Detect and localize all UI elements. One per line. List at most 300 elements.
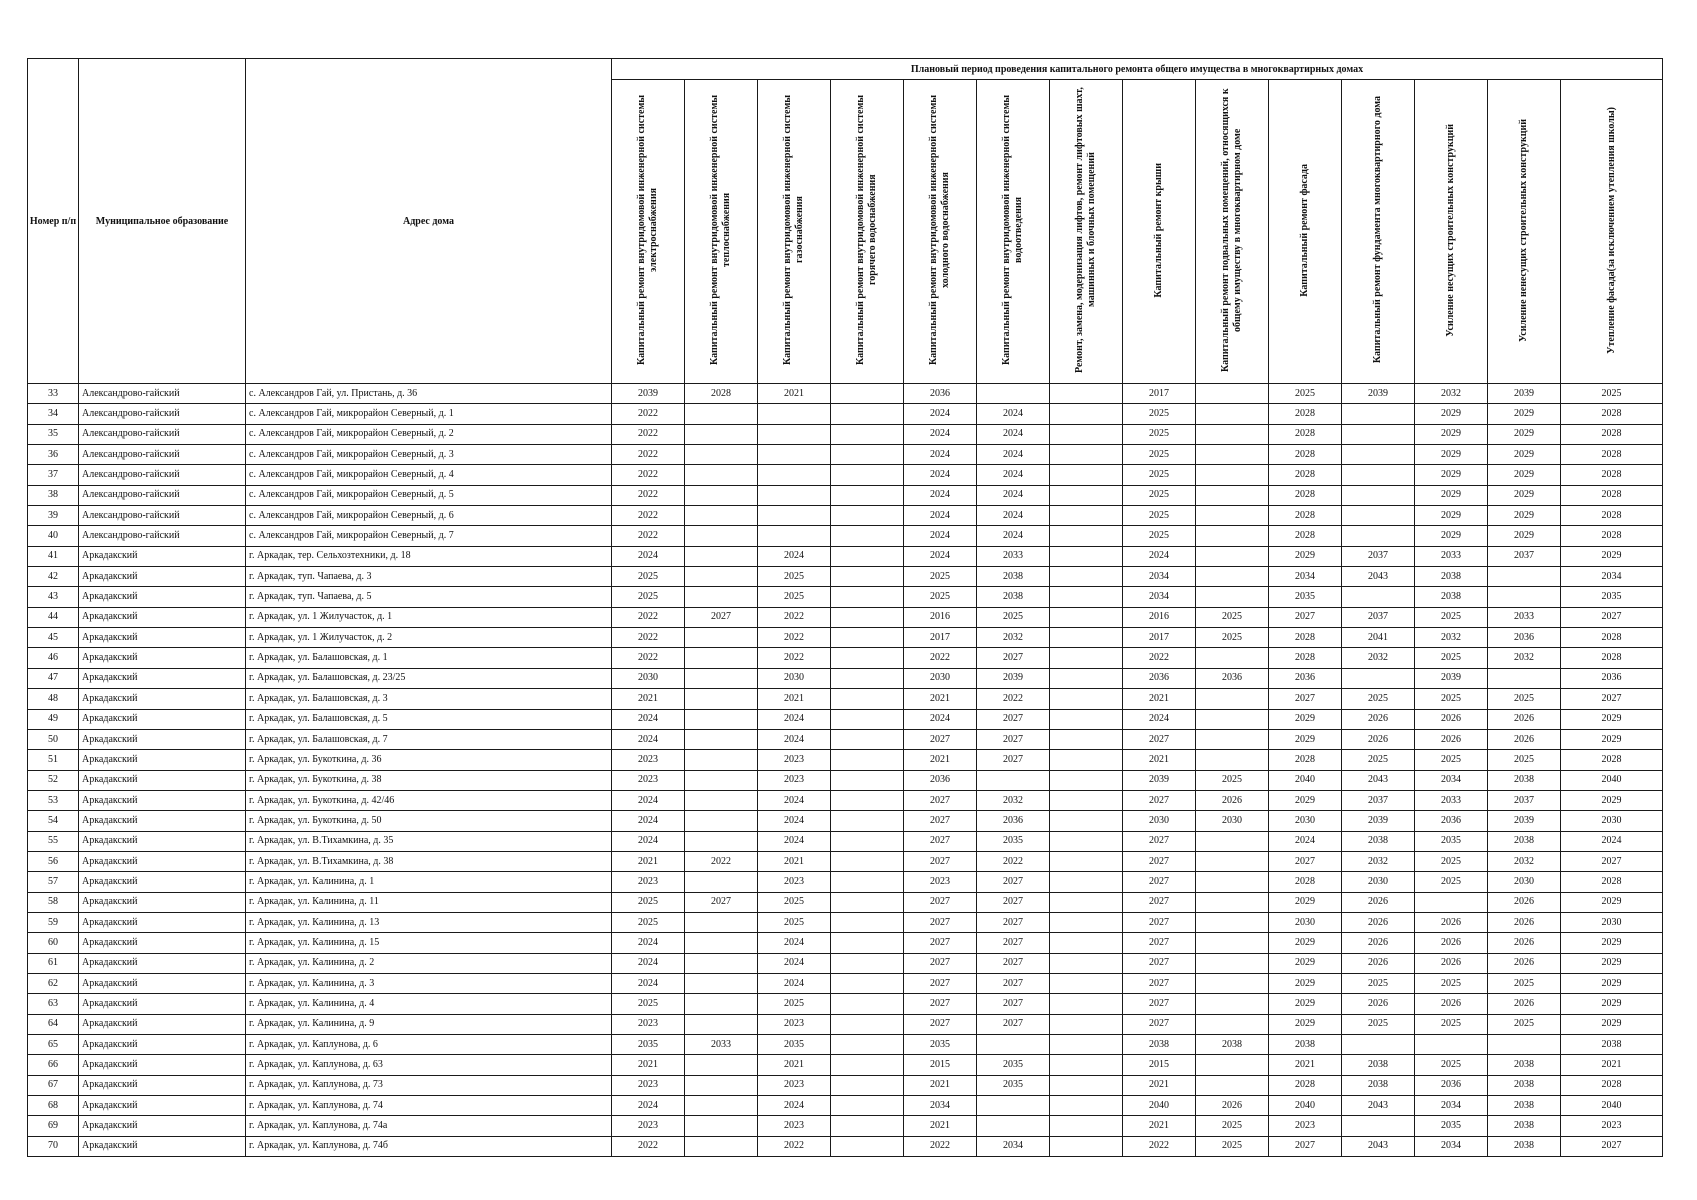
year-cell: 2015 [904, 1055, 977, 1075]
year-cell: 2022 [1123, 648, 1196, 668]
table-row [28, 648, 1663, 668]
year-cell [831, 485, 904, 505]
year-cell: 2025 [1269, 384, 1342, 404]
year-cell: 2025 [1415, 1055, 1488, 1075]
year-cell: 2029 [1269, 892, 1342, 912]
year-cell: 2025 [1123, 506, 1196, 526]
row-number-cell: 46 [28, 648, 79, 668]
year-cell: 2029 [1269, 729, 1342, 749]
row-number-cell: 69 [28, 1116, 79, 1136]
row-number-cell: 38 [28, 485, 79, 505]
year-cell: 2035 [1415, 1116, 1488, 1136]
year-cell: 2025 [1488, 973, 1561, 993]
year-cell: 2027 [904, 892, 977, 912]
year-cell: 2029 [1488, 526, 1561, 546]
row-number-cell: 52 [28, 770, 79, 790]
year-cell: 2040 [1269, 770, 1342, 790]
year-cell [685, 709, 758, 729]
year-cell [758, 424, 831, 444]
year-cell: 2024 [612, 709, 685, 729]
year-cell: 2017 [1123, 628, 1196, 648]
year-cell: 2039 [977, 668, 1050, 688]
year-cell: 2038 [1415, 567, 1488, 587]
year-cell: 2032 [1415, 384, 1488, 404]
year-cell: 2035 [1561, 587, 1663, 607]
year-cell: 2039 [1123, 770, 1196, 790]
year-cell [1050, 872, 1123, 892]
year-cell: 2024 [612, 790, 685, 810]
municipality-cell: Александрово-гайский [79, 465, 246, 485]
row-number-cell: 35 [28, 424, 79, 444]
year-cell: 2029 [1269, 709, 1342, 729]
year-cell: 2028 [1269, 1075, 1342, 1095]
address-cell: г. Аркадак, ул. Букоткина, д. 36 [246, 750, 612, 770]
year-cell: 2027 [685, 607, 758, 627]
year-cell [1196, 1014, 1269, 1034]
year-cell [1050, 994, 1123, 1014]
year-cell: 2034 [904, 1096, 977, 1116]
year-cell [1050, 811, 1123, 831]
year-cell: 2036 [1123, 668, 1196, 688]
municipality-cell: Аркадакский [79, 668, 246, 688]
year-cell: 2032 [1415, 628, 1488, 648]
year-cell: 2025 [1415, 607, 1488, 627]
year-cell [758, 465, 831, 485]
year-cell [1050, 424, 1123, 444]
year-cell [1050, 465, 1123, 485]
address-cell: г. Аркадак, ул. В.Тихамкина, д. 38 [246, 851, 612, 871]
year-cell [831, 628, 904, 648]
year-cell: 2029 [1415, 445, 1488, 465]
year-cell [685, 445, 758, 465]
table-row [28, 912, 1663, 932]
row-number-cell: 57 [28, 872, 79, 892]
address-cell: с. Александров Гай, микрорайон Северный, д. 6 [246, 506, 612, 526]
year-cell: 2024 [612, 729, 685, 749]
year-cell: 2029 [1269, 546, 1342, 566]
address-cell: г. Аркадак, тер. Сельхозтехники, д. 18 [246, 546, 612, 566]
year-cell: 2025 [1196, 1136, 1269, 1156]
year-cell: 2025 [1123, 424, 1196, 444]
year-cell: 2030 [1561, 811, 1663, 831]
year-cell [1050, 1035, 1123, 1055]
table-row [28, 892, 1663, 912]
year-cell: 2038 [1488, 1055, 1561, 1075]
year-cell [831, 648, 904, 668]
municipality-cell: Аркадакский [79, 912, 246, 932]
year-cell [1050, 770, 1123, 790]
year-cell: 2024 [1561, 831, 1663, 851]
year-cell: 2034 [1269, 567, 1342, 587]
year-cell: 2043 [1342, 1136, 1415, 1156]
year-cell: 2022 [758, 1136, 831, 1156]
year-cell: 2026 [1488, 953, 1561, 973]
address-cell: г. Аркадак, ул. Каплунова, д. 74 [246, 1096, 612, 1116]
year-cell: 2024 [612, 546, 685, 566]
year-cell [1196, 526, 1269, 546]
table-row [28, 485, 1663, 505]
address-cell: с. Александров Гай, микрорайон Северный, д. 4 [246, 465, 612, 485]
year-cell: 2038 [977, 587, 1050, 607]
year-cell: 2036 [1269, 668, 1342, 688]
year-cell: 2025 [1415, 1014, 1488, 1034]
row-number-cell: 61 [28, 953, 79, 973]
year-cell: 2040 [1561, 770, 1663, 790]
table-row [28, 445, 1663, 465]
year-cell: 2021 [1123, 689, 1196, 709]
year-cell [977, 1096, 1050, 1116]
year-cell [831, 872, 904, 892]
year-cell [1196, 892, 1269, 912]
year-cell: 2021 [904, 1075, 977, 1095]
year-cell: 2027 [977, 973, 1050, 993]
year-cell: 2025 [612, 892, 685, 912]
year-cell: 2027 [1123, 892, 1196, 912]
year-cell [831, 770, 904, 790]
year-cell: 2038 [1415, 587, 1488, 607]
year-cell [758, 445, 831, 465]
year-cell [1196, 831, 1269, 851]
year-cell [685, 465, 758, 485]
year-cell: 2036 [1415, 1075, 1488, 1095]
year-cell: 2033 [1488, 607, 1561, 627]
year-cell: 2023 [612, 750, 685, 770]
year-cell: 2025 [1488, 1014, 1561, 1034]
year-cell [831, 526, 904, 546]
year-cell: 2027 [904, 973, 977, 993]
year-cell [831, 1136, 904, 1156]
year-cell [1050, 851, 1123, 871]
year-cell: 2025 [612, 912, 685, 932]
table-row [28, 1035, 1663, 1055]
year-cell: 2038 [1488, 1136, 1561, 1156]
year-cell: 2021 [1123, 1116, 1196, 1136]
year-cell [1196, 851, 1269, 871]
year-cell: 2022 [977, 689, 1050, 709]
year-cell: 2027 [977, 872, 1050, 892]
year-cell: 2027 [1269, 607, 1342, 627]
year-cell: 2030 [1269, 912, 1342, 932]
table-row [28, 750, 1663, 770]
year-cell: 2022 [758, 607, 831, 627]
year-cell: 2026 [1488, 709, 1561, 729]
table-row [28, 384, 1663, 404]
year-cell [831, 445, 904, 465]
year-cell [1050, 912, 1123, 932]
year-cell: 2026 [1342, 709, 1415, 729]
row-number-cell: 66 [28, 1055, 79, 1075]
year-cell [685, 770, 758, 790]
year-cell [1050, 445, 1123, 465]
year-cell: 2029 [1561, 790, 1663, 810]
header-work-non-load-bearing: Усиление ненесущих строительных конструкций [1488, 80, 1561, 384]
year-cell: 2029 [1269, 994, 1342, 1014]
year-cell: 2027 [977, 729, 1050, 749]
year-cell [1196, 953, 1269, 973]
year-cell [685, 485, 758, 505]
year-cell: 2026 [1415, 933, 1488, 953]
row-number-cell: 34 [28, 404, 79, 424]
year-cell: 2038 [1488, 1075, 1561, 1095]
year-cell: 2027 [1123, 831, 1196, 851]
year-cell [977, 1116, 1050, 1136]
year-cell: 2027 [977, 709, 1050, 729]
year-cell [1342, 1035, 1415, 1055]
year-cell [831, 790, 904, 810]
municipality-cell: Аркадакский [79, 953, 246, 973]
header-municipality: Муниципальное образование [79, 59, 246, 384]
year-cell: 2025 [1196, 770, 1269, 790]
row-number-cell: 63 [28, 994, 79, 1014]
year-cell: 2029 [1561, 994, 1663, 1014]
year-cell: 2028 [1269, 404, 1342, 424]
year-cell [685, 1055, 758, 1075]
address-cell: г. Аркадак, ул. 1 Жилучасток, д. 1 [246, 607, 612, 627]
year-cell: 2027 [685, 892, 758, 912]
year-cell: 2033 [1415, 546, 1488, 566]
year-cell: 2032 [977, 628, 1050, 648]
year-cell [977, 1035, 1050, 1055]
year-cell [1196, 567, 1269, 587]
year-cell: 2024 [977, 526, 1050, 546]
municipality-cell: Аркадакский [79, 750, 246, 770]
year-cell: 2025 [1342, 689, 1415, 709]
year-cell: 2027 [1561, 607, 1663, 627]
year-cell: 2027 [904, 811, 977, 831]
year-cell [685, 506, 758, 526]
address-cell: г. Аркадак, ул. В.Тихамкина, д. 35 [246, 831, 612, 851]
year-cell: 2024 [904, 506, 977, 526]
table-row [28, 953, 1663, 973]
municipality-cell: Аркадакский [79, 567, 246, 587]
year-cell: 2025 [758, 567, 831, 587]
year-cell [685, 424, 758, 444]
row-number-cell: 40 [28, 526, 79, 546]
year-cell: 2040 [1561, 1096, 1663, 1116]
year-cell: 2027 [1561, 1136, 1663, 1156]
year-cell: 2035 [612, 1035, 685, 1055]
year-cell: 2030 [904, 668, 977, 688]
year-cell [1050, 750, 1123, 770]
year-cell [1342, 506, 1415, 526]
year-cell: 2029 [1561, 1014, 1663, 1034]
year-cell [831, 750, 904, 770]
year-cell: 2038 [1269, 1035, 1342, 1055]
year-cell [1196, 587, 1269, 607]
year-cell [685, 750, 758, 770]
year-cell: 2029 [1561, 546, 1663, 566]
municipality-cell: Аркадакский [79, 1055, 246, 1075]
year-cell [831, 404, 904, 424]
year-cell: 2043 [1342, 770, 1415, 790]
year-cell: 2036 [1561, 668, 1663, 688]
year-cell: 2038 [1123, 1035, 1196, 1055]
year-cell: 2026 [1342, 892, 1415, 912]
year-cell: 2039 [1342, 384, 1415, 404]
year-cell: 2023 [904, 872, 977, 892]
table-row [28, 994, 1663, 1014]
year-cell: 2027 [904, 912, 977, 932]
year-cell: 2038 [1488, 1096, 1561, 1116]
year-cell [977, 770, 1050, 790]
year-cell: 2028 [1269, 506, 1342, 526]
year-cell: 2026 [1488, 912, 1561, 932]
year-cell: 2035 [904, 1035, 977, 1055]
year-cell [831, 465, 904, 485]
year-cell: 2027 [1123, 790, 1196, 810]
year-cell: 2024 [904, 546, 977, 566]
year-cell: 2025 [1123, 485, 1196, 505]
year-cell: 2015 [1123, 1055, 1196, 1075]
year-cell: 2029 [1415, 526, 1488, 546]
year-cell [1050, 689, 1123, 709]
year-cell: 2022 [612, 1136, 685, 1156]
year-cell [1050, 892, 1123, 912]
year-cell [685, 912, 758, 932]
year-cell: 2029 [1488, 506, 1561, 526]
row-number-cell: 43 [28, 587, 79, 607]
year-cell: 2029 [1561, 953, 1663, 973]
table-row [28, 465, 1663, 485]
year-cell: 2026 [1342, 729, 1415, 749]
address-cell: с. Александров Гай, ул. Пристань, д. 36 [246, 384, 612, 404]
year-cell: 2027 [1123, 729, 1196, 749]
row-number-cell: 44 [28, 607, 79, 627]
year-cell: 2026 [1415, 994, 1488, 1014]
header-work-cold-water: Капитальный ремонт внутридомовой инженерной системы холодного водоснабжения [904, 80, 977, 384]
year-cell: 2021 [1123, 750, 1196, 770]
year-cell: 2025 [758, 912, 831, 932]
year-cell [1342, 424, 1415, 444]
row-number-cell: 42 [28, 567, 79, 587]
year-cell: 2029 [1415, 506, 1488, 526]
address-cell: с. Александров Гай, микрорайон Северный, д. 7 [246, 526, 612, 546]
year-cell: 2024 [758, 729, 831, 749]
municipality-cell: Аркадакский [79, 689, 246, 709]
year-cell: 2027 [904, 1014, 977, 1034]
row-number-cell: 55 [28, 831, 79, 851]
table-row [28, 1014, 1663, 1034]
year-cell [831, 384, 904, 404]
address-cell: г. Аркадак, ул. Балашовская, д. 1 [246, 648, 612, 668]
year-cell: 2027 [1123, 973, 1196, 993]
year-cell [1488, 668, 1561, 688]
year-cell [1196, 689, 1269, 709]
year-cell [685, 567, 758, 587]
year-cell: 2036 [904, 770, 977, 790]
year-cell [1196, 750, 1269, 770]
municipality-cell: Александрово-гайский [79, 384, 246, 404]
year-cell [831, 1075, 904, 1095]
year-cell: 2028 [1561, 424, 1663, 444]
year-cell [831, 1055, 904, 1075]
year-cell: 2022 [904, 1136, 977, 1156]
year-cell [1342, 485, 1415, 505]
year-cell: 2029 [1269, 953, 1342, 973]
year-cell: 2027 [904, 933, 977, 953]
municipality-cell: Александрово-гайский [79, 424, 246, 444]
year-cell: 2025 [1342, 750, 1415, 770]
year-cell: 2025 [1196, 1116, 1269, 1136]
table-row [28, 1116, 1663, 1136]
year-cell [1050, 668, 1123, 688]
row-number-cell: 33 [28, 384, 79, 404]
year-cell: 2028 [1561, 465, 1663, 485]
year-cell [758, 404, 831, 424]
year-cell: 2035 [977, 831, 1050, 851]
year-cell: 2028 [1269, 872, 1342, 892]
year-cell [685, 933, 758, 953]
year-cell: 2039 [1488, 811, 1561, 831]
year-cell: 2024 [904, 526, 977, 546]
year-cell [685, 1075, 758, 1095]
year-cell: 2028 [1561, 445, 1663, 465]
row-number-cell: 45 [28, 628, 79, 648]
year-cell: 2024 [904, 404, 977, 424]
year-cell: 2032 [1342, 648, 1415, 668]
year-cell [977, 384, 1050, 404]
year-cell [1488, 567, 1561, 587]
year-cell: 2028 [1561, 1075, 1663, 1095]
year-cell: 2021 [612, 1055, 685, 1075]
year-cell: 2025 [1123, 465, 1196, 485]
year-cell [831, 851, 904, 871]
year-cell: 2021 [1123, 1075, 1196, 1095]
address-cell: г. Аркадак, туп. Чапаева, д. 5 [246, 587, 612, 607]
municipality-cell: Аркадакский [79, 1136, 246, 1156]
address-cell: г. Аркадак, ул. Каплунова, д. 6 [246, 1035, 612, 1055]
year-cell: 2029 [1415, 404, 1488, 424]
municipality-cell: Аркадакский [79, 1096, 246, 1116]
year-cell: 2022 [977, 851, 1050, 871]
year-cell: 2024 [612, 1096, 685, 1116]
year-cell: 2030 [758, 668, 831, 688]
year-cell: 2028 [1269, 648, 1342, 668]
year-cell: 2027 [977, 750, 1050, 770]
year-cell [685, 1116, 758, 1136]
year-cell [1050, 1055, 1123, 1075]
year-cell [1050, 729, 1123, 749]
year-cell [1342, 404, 1415, 424]
year-cell: 2028 [1561, 404, 1663, 424]
year-cell: 2022 [612, 404, 685, 424]
municipality-cell: Александрово-гайский [79, 526, 246, 546]
year-cell: 2022 [612, 506, 685, 526]
year-cell: 2022 [612, 424, 685, 444]
year-cell: 2024 [612, 933, 685, 953]
year-cell: 2027 [977, 1014, 1050, 1034]
table-row [28, 1096, 1663, 1116]
year-cell [1050, 607, 1123, 627]
year-cell: 2026 [1342, 933, 1415, 953]
year-cell: 2023 [758, 770, 831, 790]
address-cell: г. Аркадак, ул. Калинина, д. 4 [246, 994, 612, 1014]
municipality-cell: Аркадакский [79, 872, 246, 892]
table-row [28, 546, 1663, 566]
year-cell: 2025 [1415, 750, 1488, 770]
year-cell: 2024 [758, 1096, 831, 1116]
year-cell [1342, 465, 1415, 485]
year-cell: 2039 [612, 384, 685, 404]
year-cell: 2024 [904, 709, 977, 729]
year-cell [1050, 1096, 1123, 1116]
table-body [28, 384, 1663, 1157]
municipality-cell: Аркадакский [79, 1075, 246, 1095]
table-row [28, 790, 1663, 810]
year-cell: 2022 [612, 526, 685, 546]
year-cell: 2025 [1123, 526, 1196, 546]
year-cell: 2036 [1415, 811, 1488, 831]
